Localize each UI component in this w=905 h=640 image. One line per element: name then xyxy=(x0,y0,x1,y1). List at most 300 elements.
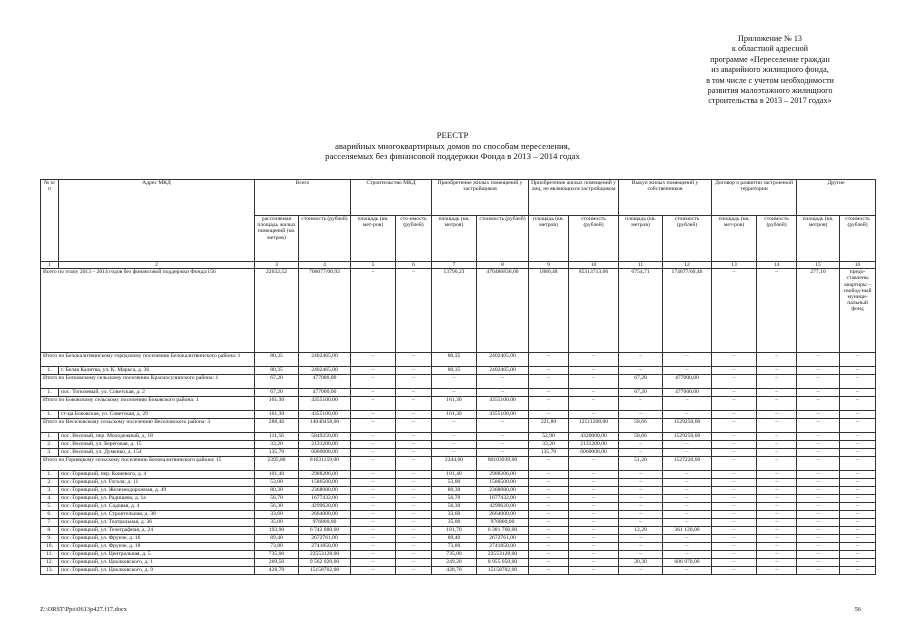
value-cell: – xyxy=(569,495,619,503)
appendix-block xyxy=(685,34,855,107)
value-cell: – xyxy=(757,433,797,441)
value-cell: 161,30 xyxy=(432,397,477,411)
value-cell: 67,20 xyxy=(619,375,663,389)
value-cell: 2402465,00 xyxy=(477,353,529,367)
value-cell: – xyxy=(712,419,757,433)
value-cell: – xyxy=(529,389,569,397)
value-cell: – xyxy=(712,449,757,457)
value-cell: 9 562 020,00 xyxy=(299,559,351,567)
subtotal-row xyxy=(41,375,876,389)
value-cell: 428,70 xyxy=(255,567,299,575)
table-row xyxy=(41,433,876,441)
value-cell: – xyxy=(797,433,840,441)
value-cell: 193,90 xyxy=(255,527,299,535)
value-cell: – xyxy=(757,511,797,519)
value-cell: – xyxy=(797,389,840,397)
value-cell: – xyxy=(396,519,432,527)
column-number: 13 xyxy=(712,262,757,269)
value-cell: – xyxy=(840,389,876,397)
value-cell: 4299620,00 xyxy=(299,503,351,511)
value-cell: 2741850,00 xyxy=(299,543,351,551)
value-cell: – xyxy=(619,471,663,479)
value-cell: – xyxy=(757,527,797,535)
value-cell: – xyxy=(351,535,396,543)
value-cell: – xyxy=(619,495,663,503)
value-cell: – xyxy=(757,471,797,479)
value-cell: – xyxy=(569,503,619,511)
value-cell: – xyxy=(351,389,396,397)
header-buy-builders: Приобретение жилых помещений у застройщиков xyxy=(432,180,529,216)
value-cell: – xyxy=(529,471,569,479)
value-cell: – xyxy=(663,441,712,449)
value-cell: 477000,00 xyxy=(299,389,351,397)
subheader-cell: стоимость (рублей) xyxy=(299,216,351,262)
value-cell: – xyxy=(619,449,663,457)
address-cell: г. Белая Калитва, ул. К. Маркса, д. 36 xyxy=(59,367,255,375)
address-cell: пос. Горняцкий, пер. Кошевого, д. 4 xyxy=(59,471,255,479)
value-cell: – xyxy=(797,397,840,411)
value-cell: – xyxy=(477,433,529,441)
value-cell: 73,80 xyxy=(432,543,477,551)
value-cell: 976800,00 xyxy=(299,519,351,527)
header-total: Всего xyxy=(255,180,351,216)
value-cell: 4299620,00 xyxy=(477,503,529,511)
header-other: Другие xyxy=(797,180,876,216)
value-cell: – xyxy=(477,375,529,389)
value-cell: – xyxy=(396,269,432,353)
address-cell: пос. Горняцкий, ул. Телеграфная, д. 24 xyxy=(59,527,255,535)
value-cell: 976800,00 xyxy=(477,519,529,527)
value-cell: 6754,71 xyxy=(619,269,663,353)
value-cell: 35,00 xyxy=(432,519,477,527)
value-cell: – xyxy=(840,471,876,479)
row-number: 1. xyxy=(41,389,59,397)
value-cell: – xyxy=(797,551,840,559)
value-cell: – xyxy=(663,551,712,559)
value-cell: 12511208,00 xyxy=(569,419,619,433)
value-cell: – xyxy=(529,567,569,575)
value-cell: 101,40 xyxy=(255,471,299,479)
value-cell: 2988206,00 xyxy=(477,471,529,479)
value-cell: 161,30 xyxy=(255,397,299,411)
row-number: 9. xyxy=(41,535,59,543)
value-cell: 6060008,00 xyxy=(569,449,619,457)
value-cell: 33,20 xyxy=(529,441,569,449)
row-number: 3. xyxy=(41,449,59,457)
value-cell: 477000,00 xyxy=(299,375,351,389)
value-cell: – xyxy=(396,375,432,389)
value-cell: – xyxy=(840,411,876,419)
value-cell: 52,90 xyxy=(529,433,569,441)
value-cell: – xyxy=(663,353,712,367)
value-cell: 12,20 xyxy=(619,527,663,535)
value-cell: – xyxy=(529,519,569,527)
row-number: 6. xyxy=(41,511,59,519)
subtotal-label: Итого по Горняцкому сельскому поселению Белокалитвинского района: 15 xyxy=(41,457,255,471)
value-cell: – xyxy=(757,367,797,375)
header-build: Строительство МКД xyxy=(351,180,432,216)
value-cell: 4355100,00 xyxy=(299,397,351,411)
value-cell: – xyxy=(797,511,840,519)
column-number: 16 xyxy=(840,262,876,269)
value-cell: – xyxy=(712,353,757,367)
value-cell: 80,35 xyxy=(255,353,299,367)
value-cell: – xyxy=(840,519,876,527)
value-cell: – xyxy=(529,551,569,559)
value-cell: – xyxy=(797,449,840,457)
value-cell: 135,70 xyxy=(529,449,569,457)
title-line: расселяемых без финансовой поддержки Фонда в 2013 – 2014 годах xyxy=(325,151,580,162)
value-cell: – xyxy=(351,419,396,433)
value-cell: 56,30 xyxy=(255,503,299,511)
table-row xyxy=(41,551,876,559)
value-cell: – xyxy=(757,389,797,397)
value-cell: – xyxy=(712,411,757,419)
value-cell: – xyxy=(351,397,396,411)
value-cell: – xyxy=(712,397,757,411)
value-cell: – xyxy=(529,397,569,411)
value-cell: – xyxy=(432,419,477,433)
value-cell: 2988206,00 xyxy=(299,471,351,479)
value-cell: – xyxy=(351,543,396,551)
subheader-cell: стоимость (рублей) xyxy=(757,216,797,262)
value-cell: – xyxy=(477,441,529,449)
value-cell: – xyxy=(529,495,569,503)
value-cell: 1529250,00 xyxy=(663,419,712,433)
value-cell: – xyxy=(757,503,797,511)
value-cell: – xyxy=(396,471,432,479)
value-cell: – xyxy=(477,449,529,457)
value-cell: – xyxy=(663,567,712,575)
subheader-cell: сто-имость (рублей) xyxy=(396,216,432,262)
value-cell: 4355100,00 xyxy=(477,397,529,411)
column-number: 9 xyxy=(529,262,569,269)
value-cell: – xyxy=(569,353,619,367)
value-cell: – xyxy=(432,449,477,457)
column-number: 2 xyxy=(59,262,255,269)
value-cell: 2395,80 xyxy=(255,457,299,471)
value-cell: – xyxy=(396,567,432,575)
value-cell: – xyxy=(840,375,876,389)
value-cell: – xyxy=(663,487,712,495)
value-cell: – xyxy=(840,449,876,457)
header-contract: Договор о развитии застроенной территории xyxy=(712,180,797,216)
header-num: № п/п xyxy=(41,180,59,262)
value-cell: – xyxy=(351,375,396,389)
value-cell: – xyxy=(757,495,797,503)
address-cell: пос. Горняцкий, ул. Циолковского, д. 1 xyxy=(59,559,255,567)
subtotal-label: Итого по Боковскому сельскому поселению Боковского района: 1 xyxy=(41,397,255,411)
value-cell: – xyxy=(797,367,840,375)
row-number: 3. xyxy=(41,487,59,495)
table-row xyxy=(41,441,876,449)
value-cell: – xyxy=(712,457,757,471)
value-cell: – xyxy=(840,457,876,471)
value-cell: 2741850,00 xyxy=(477,543,529,551)
value-cell: 1529250,00 xyxy=(663,433,712,441)
value-cell: – xyxy=(569,535,619,543)
table-row xyxy=(41,449,876,457)
value-cell: – xyxy=(396,353,432,367)
title-heading: РЕЕСТР xyxy=(436,130,469,140)
value-cell: 2368080,00 xyxy=(299,487,351,495)
value-cell: 67,20 xyxy=(255,375,299,389)
address-cell: пос. Горняцкий, ул. Фрунзе, д. 18 xyxy=(59,543,255,551)
value-cell: – xyxy=(619,535,663,543)
value-cell: – xyxy=(619,519,663,527)
value-cell: – xyxy=(569,519,619,527)
value-cell: – xyxy=(619,503,663,511)
table-header xyxy=(41,180,876,269)
value-cell: 361 120,00 xyxy=(663,527,712,535)
table-body xyxy=(41,269,876,575)
value-cell: – xyxy=(529,559,569,567)
address-cell: пос. Тополевый, ул. Советская, д. 2 xyxy=(59,389,255,397)
value-cell: 288,46 xyxy=(255,419,299,433)
value-cell: – xyxy=(840,535,876,543)
value-cell: – xyxy=(663,479,712,487)
row-number: 1. xyxy=(41,367,59,375)
value-cell: – xyxy=(712,567,757,575)
value-cell: – xyxy=(351,559,396,567)
value-cell: – xyxy=(840,479,876,487)
appendix-line: из аварийного жилищного фонда, xyxy=(711,65,829,75)
value-cell: 15158702,00 xyxy=(299,567,351,575)
value-cell: – xyxy=(757,567,797,575)
value-cell: – xyxy=(351,503,396,511)
value-cell: – xyxy=(569,479,619,487)
value-cell: – xyxy=(569,471,619,479)
value-cell: – xyxy=(840,441,876,449)
value-cell: – xyxy=(396,479,432,487)
value-cell: – xyxy=(797,543,840,551)
value-cell: – xyxy=(351,519,396,527)
row-number: 1. xyxy=(41,471,59,479)
value-cell: – xyxy=(529,487,569,495)
value-cell: – xyxy=(569,389,619,397)
subtotal-label: Всего по этапу 2013 – 2014 годов без финансовой поддержки Фонда:156 xyxy=(41,269,255,353)
value-cell: 4320000,00 xyxy=(569,433,619,441)
value-cell: 161,30 xyxy=(432,411,477,419)
value-cell: 56,70 xyxy=(432,495,477,503)
table-row xyxy=(41,479,876,487)
table-row xyxy=(41,543,876,551)
value-cell: – xyxy=(712,269,757,353)
table-row xyxy=(41,487,876,495)
value-cell: 89,40 xyxy=(255,535,299,543)
value-cell: – xyxy=(797,495,840,503)
subtotal-label: Итого по Белокалитвинскому городскому поселению Белокалитвинского района: 1 xyxy=(41,353,255,367)
value-cell: 85313713,06 xyxy=(569,269,619,353)
value-cell: – xyxy=(396,551,432,559)
value-cell: 161,30 xyxy=(255,411,299,419)
value-cell: – xyxy=(569,551,619,559)
value-cell: 269,50 xyxy=(255,559,299,567)
table-row xyxy=(41,519,876,527)
value-cell: 101,40 xyxy=(432,471,477,479)
value-cell: – xyxy=(569,457,619,471)
appendix-line: программе «Переселение граждан xyxy=(710,54,830,64)
value-cell: 53,00 xyxy=(255,479,299,487)
column-number: 7 xyxy=(432,262,477,269)
value-cell: 2672761,00 xyxy=(299,535,351,543)
value-cell: – xyxy=(619,511,663,519)
value-cell: 33,60 xyxy=(432,511,477,519)
value-cell: – xyxy=(529,375,569,389)
value-cell: – xyxy=(757,375,797,389)
appendix-line: в том числе с учетом необходимости xyxy=(706,75,834,85)
value-cell: 35,00 xyxy=(255,519,299,527)
value-cell: 2344,60 xyxy=(432,457,477,471)
value-cell: – xyxy=(396,543,432,551)
row-number: 1. xyxy=(41,411,59,419)
value-cell: – xyxy=(529,511,569,519)
column-number: 6 xyxy=(396,262,432,269)
value-cell: – xyxy=(569,411,619,419)
column-number: 5 xyxy=(351,262,396,269)
value-cell: 53,00 xyxy=(432,479,477,487)
value-cell: 470486836,00 xyxy=(477,269,529,353)
appendix-line: Приложение № 13 xyxy=(737,34,803,43)
value-cell: – xyxy=(569,527,619,535)
value-cell: 58,66 xyxy=(619,419,663,433)
value-cell: 67,20 xyxy=(255,389,299,397)
value-cell: – xyxy=(529,535,569,543)
value-cell: – xyxy=(712,433,757,441)
value-cell: 81631159,00 xyxy=(299,457,351,471)
value-cell: – xyxy=(396,487,432,495)
value-cell: – xyxy=(351,367,396,375)
address-cell: пос. Горняцкий, ул. Строительная, д. 38 xyxy=(59,511,255,519)
value-cell: – xyxy=(797,535,840,543)
address-cell: пос. Горняцкий, ул. Гоголя, д. 11 xyxy=(59,479,255,487)
value-cell: – xyxy=(351,411,396,419)
value-cell: – xyxy=(619,367,663,375)
value-cell: 80,35 xyxy=(255,367,299,375)
value-cell: 51,20 xyxy=(619,457,663,471)
address-cell: пос. Горняцкий, ул. Центральная, д. 5 xyxy=(59,551,255,559)
appendix-line: к областной адресной xyxy=(731,44,809,54)
value-cell: – xyxy=(529,527,569,535)
value-cell: 477000,00 xyxy=(663,389,712,397)
subheader-cell: расселяемая площадь жилых помещений (кв. метров) xyxy=(255,216,299,262)
value-cell: – xyxy=(712,551,757,559)
value-cell: 706077/00,92 xyxy=(299,269,351,353)
value-cell: 1880,48 xyxy=(529,269,569,353)
address-cell: пос. Горняцкий, ул. Садовая, д. 4 xyxy=(59,503,255,511)
subheader-cell: стоимость (рублей) xyxy=(569,216,619,262)
value-cell: 249,20 xyxy=(432,559,477,567)
value-cell: – xyxy=(351,441,396,449)
value-cell: – xyxy=(663,397,712,411)
value-cell: 4355100,00 xyxy=(477,411,529,419)
footer-file-path: Z:\ORST\Ppo\0613p427.f17.docx xyxy=(40,606,127,613)
value-cell: 80,35 xyxy=(432,353,477,367)
value-cell: 477000,00 xyxy=(663,375,712,389)
value-cell: 606 970,00 xyxy=(663,559,712,567)
value-cell: – xyxy=(351,527,396,535)
value-cell: 6 742 880,00 xyxy=(299,527,351,535)
value-cell: – xyxy=(396,411,432,419)
value-cell: – xyxy=(477,389,529,397)
value-cell: – xyxy=(351,511,396,519)
column-number: 11 xyxy=(619,262,663,269)
value-cell: – xyxy=(396,389,432,397)
value-cell: 22632,52 xyxy=(255,269,299,353)
value-cell: – xyxy=(797,487,840,495)
value-cell: 15158702,00 xyxy=(477,567,529,575)
value-cell: – xyxy=(797,457,840,471)
value-cell: – xyxy=(619,543,663,551)
subtotal-row xyxy=(41,269,876,353)
subheader-cell: площадь (кв. мет-ров) xyxy=(712,216,757,262)
value-cell: 73,80 xyxy=(255,543,299,551)
value-cell: – xyxy=(569,487,619,495)
value-cell: 4355100,00 xyxy=(299,411,351,419)
value-cell: 5849250,00 xyxy=(299,433,351,441)
table-row xyxy=(41,503,876,511)
appendix-line: развития малоэтажного жилищного xyxy=(707,86,833,96)
address-cell: пос. Горняцкий, ул. Театральная, д. 36 xyxy=(59,519,255,527)
row-number: 4. xyxy=(41,495,59,503)
value-cell: – xyxy=(396,367,432,375)
value-cell: – xyxy=(351,433,396,441)
value-cell: – xyxy=(619,567,663,575)
table-row xyxy=(41,535,876,543)
value-cell: – xyxy=(757,441,797,449)
value-cell: – xyxy=(757,519,797,527)
value-cell: – xyxy=(619,397,663,411)
value-cell: – xyxy=(396,441,432,449)
value-cell: предо-ставлены квартиры – свобод-ный муници-пальный фонд xyxy=(840,269,876,353)
value-cell: 20,30 xyxy=(619,559,663,567)
subheader-cell: площадь (кв. метров) xyxy=(619,216,663,262)
value-cell: – xyxy=(712,441,757,449)
value-cell: – xyxy=(351,495,396,503)
value-cell: – xyxy=(712,375,757,389)
value-cell: – xyxy=(351,457,396,471)
value-cell: – xyxy=(396,503,432,511)
value-cell: – xyxy=(351,449,396,457)
value-cell: 22553128,00 xyxy=(477,551,529,559)
value-cell: – xyxy=(396,397,432,411)
value-cell: – xyxy=(712,559,757,567)
value-cell: – xyxy=(529,479,569,487)
table-row xyxy=(41,511,876,519)
value-cell: – xyxy=(663,495,712,503)
value-cell: 2402465,00 xyxy=(299,367,351,375)
value-cell: – xyxy=(619,479,663,487)
value-cell: – xyxy=(757,559,797,567)
value-cell: – xyxy=(569,511,619,519)
value-cell: – xyxy=(712,495,757,503)
value-cell: 2664000,00 xyxy=(299,511,351,519)
row-number: 8. xyxy=(41,527,59,535)
value-cell: 2368080,00 xyxy=(477,487,529,495)
value-cell: 56,30 xyxy=(432,503,477,511)
value-cell: 89,40 xyxy=(432,535,477,543)
value-cell: – xyxy=(797,503,840,511)
value-cell: 1586500,00 xyxy=(299,479,351,487)
value-cell: – xyxy=(396,433,432,441)
subtotal-row xyxy=(41,419,876,433)
value-cell: – xyxy=(797,559,840,567)
value-cell: – xyxy=(663,471,712,479)
value-cell: 22553128,00 xyxy=(299,551,351,559)
value-cell: – xyxy=(663,511,712,519)
subheader-cell: площадь (кв. метров) xyxy=(797,216,840,262)
value-cell: – xyxy=(351,567,396,575)
